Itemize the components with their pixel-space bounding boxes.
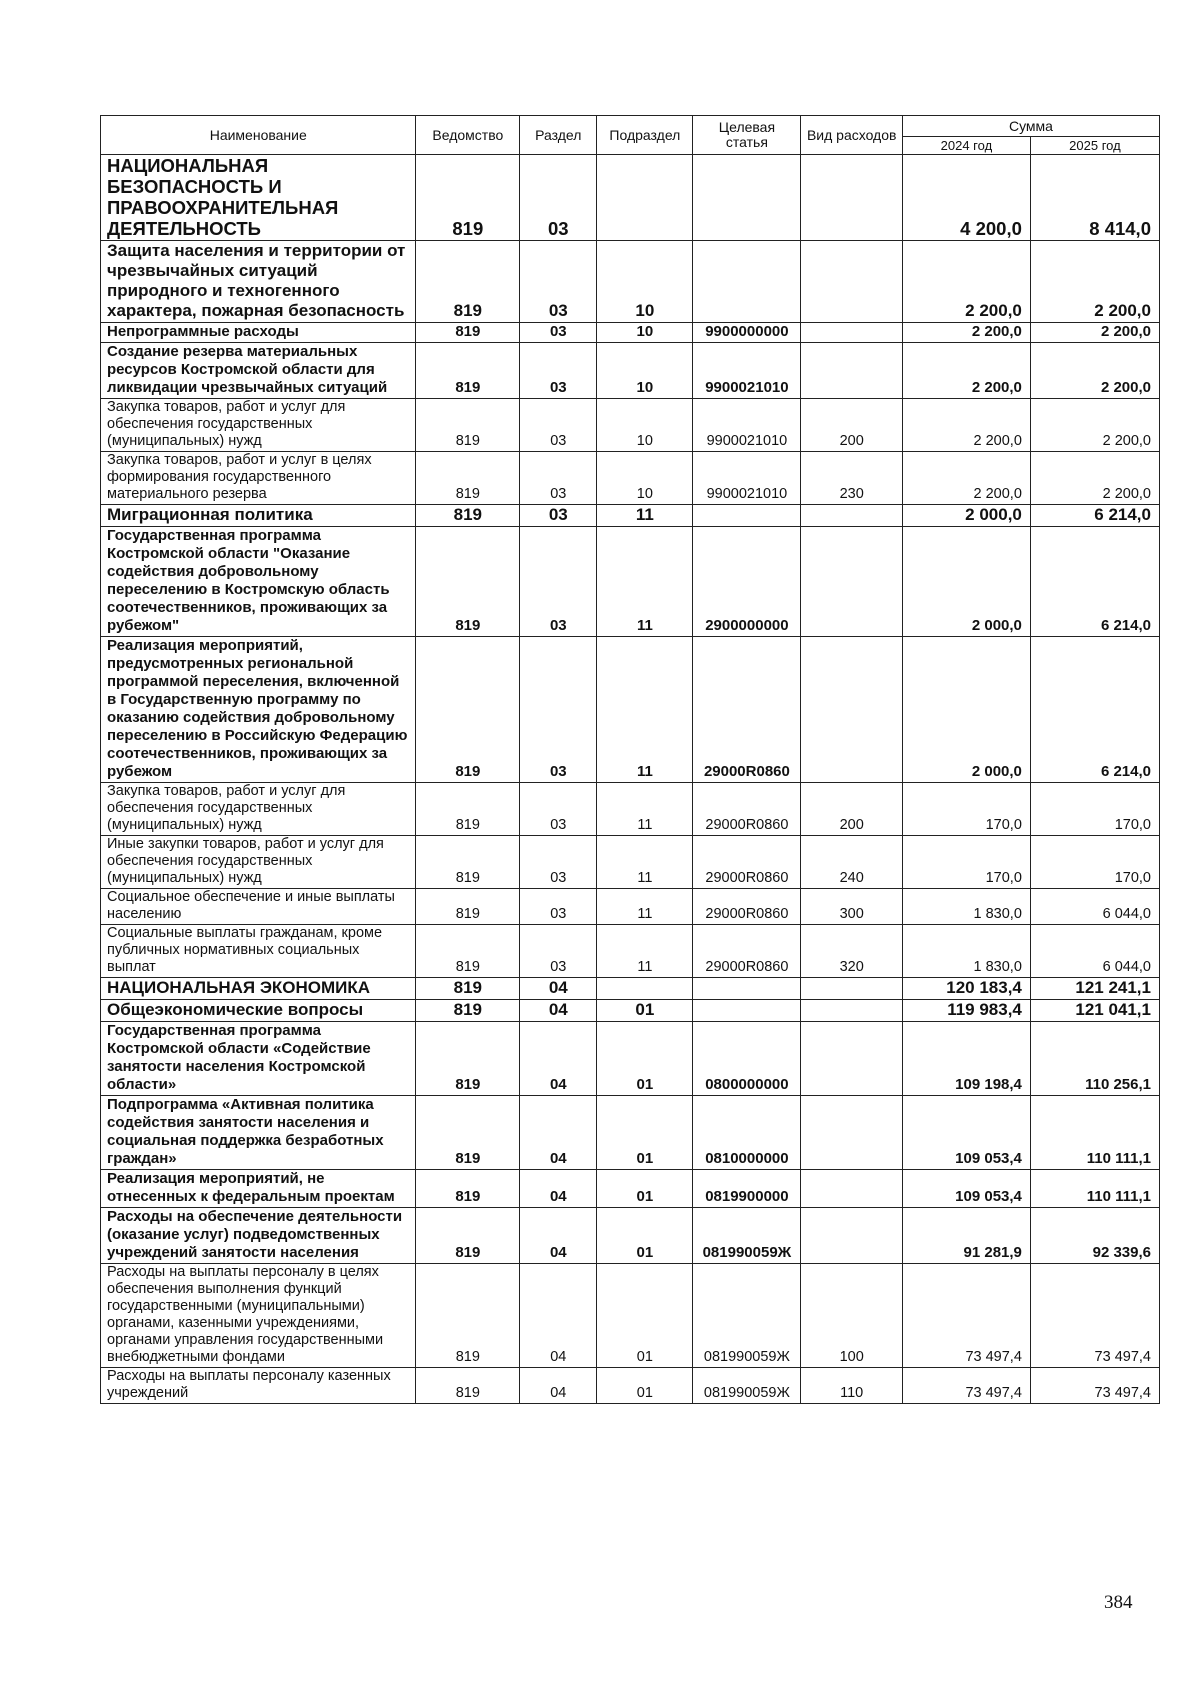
cell-subsection: 11 (597, 783, 693, 836)
cell-expense-type (801, 1208, 902, 1264)
header-subsection: Подраздел (597, 116, 693, 155)
cell-subsection: 11 (597, 889, 693, 925)
cell-expense-type (801, 1022, 902, 1096)
cell-subsection (597, 978, 693, 1000)
cell-expense-type (801, 527, 902, 637)
cell-amount-2025: 2 200,0 (1030, 343, 1159, 399)
cell-department: 819 (416, 783, 520, 836)
cell-amount-2025: 6 214,0 (1030, 505, 1159, 527)
cell-department: 819 (416, 836, 520, 889)
cell-subsection: 01 (597, 1096, 693, 1170)
cell-department: 819 (416, 1022, 520, 1096)
cell-subsection: 01 (597, 1264, 693, 1368)
table-row (101, 978, 1160, 1000)
cell-expense-type: 300 (801, 889, 902, 925)
header-expense-type: Вид расходов (801, 116, 902, 155)
cell-target-item: 9900021010 (693, 343, 801, 399)
cell-target-item: 29000R0860 (693, 925, 801, 978)
cell-name: Миграционная политика (101, 505, 416, 527)
cell-subsection (597, 155, 693, 241)
cell-target-item: 29000R0860 (693, 637, 801, 783)
cell-expense-type (801, 1096, 902, 1170)
cell-subsection: 11 (597, 836, 693, 889)
cell-subsection: 11 (597, 505, 693, 527)
cell-name: Закупка товаров, работ и услуг для обеспечения государственных (муниципальных) нужд (101, 399, 416, 452)
cell-amount-2025: 6 044,0 (1030, 889, 1159, 925)
cell-amount-2025: 8 414,0 (1030, 155, 1159, 241)
cell-subsection: 11 (597, 925, 693, 978)
cell-name: Закупка товаров, работ и услуг для обеспечения государственных (муниципальных) нужд (101, 783, 416, 836)
cell-expense-type: 240 (801, 836, 902, 889)
cell-name: Расходы на выплаты персоналу казенных учреждений (101, 1368, 416, 1404)
budget-table-sheet (100, 115, 1160, 1404)
cell-section: 03 (520, 836, 597, 889)
cell-department: 819 (416, 505, 520, 527)
cell-section: 04 (520, 1368, 597, 1404)
cell-name: Иные закупки товаров, работ и услуг для обеспечения государственных (муниципальных) нужд (101, 836, 416, 889)
cell-section: 03 (520, 323, 597, 343)
table-row (101, 452, 1160, 505)
cell-subsection: 01 (597, 1368, 693, 1404)
cell-target-item (693, 1000, 801, 1022)
table-row (101, 1170, 1160, 1208)
cell-expense-type: 200 (801, 783, 902, 836)
cell-expense-type: 230 (801, 452, 902, 505)
table-row (101, 1208, 1160, 1264)
cell-section: 03 (520, 527, 597, 637)
cell-amount-2024: 73 497,4 (902, 1264, 1030, 1368)
cell-department: 819 (416, 1264, 520, 1368)
cell-amount-2025: 2 200,0 (1030, 399, 1159, 452)
cell-target-item: 081990059Ж (693, 1208, 801, 1264)
table-row (101, 1096, 1160, 1170)
cell-amount-2024: 2 200,0 (902, 452, 1030, 505)
cell-department: 819 (416, 1000, 520, 1022)
cell-subsection: 01 (597, 1000, 693, 1022)
cell-amount-2024: 1 830,0 (902, 889, 1030, 925)
cell-department: 819 (416, 889, 520, 925)
cell-section: 04 (520, 1170, 597, 1208)
cell-amount-2024: 119 983,4 (902, 1000, 1030, 1022)
cell-department: 819 (416, 1208, 520, 1264)
cell-amount-2024: 73 497,4 (902, 1368, 1030, 1404)
cell-amount-2025: 6 214,0 (1030, 527, 1159, 637)
table-row (101, 399, 1160, 452)
cell-amount-2025: 2 200,0 (1030, 452, 1159, 505)
cell-department: 819 (416, 241, 520, 323)
cell-amount-2024: 109 053,4 (902, 1096, 1030, 1170)
table-row (101, 323, 1160, 343)
cell-amount-2024: 109 053,4 (902, 1170, 1030, 1208)
cell-target-item: 29000R0860 (693, 783, 801, 836)
cell-section: 03 (520, 783, 597, 836)
table-row (101, 889, 1160, 925)
cell-department: 819 (416, 323, 520, 343)
cell-subsection: 10 (597, 323, 693, 343)
cell-name: Создание резерва материальных ресурсов Костромской области для ликвидации чрезвычайных ситуаций (101, 343, 416, 399)
cell-expense-type: 110 (801, 1368, 902, 1404)
table-row (101, 836, 1160, 889)
table-row (101, 637, 1160, 783)
cell-amount-2025: 73 497,4 (1030, 1264, 1159, 1368)
cell-name: Реализация мероприятий, не отнесенных к федеральным проектам (101, 1170, 416, 1208)
cell-name: Реализация мероприятий, предусмотренных региональной программой переселения, включенной в Государственную программу по оказанию содействия добровольному переселению в Российскую Федерацию соотечественников, проживающих за рубежом (101, 637, 416, 783)
cell-expense-type: 320 (801, 925, 902, 978)
table-row (101, 1022, 1160, 1096)
cell-subsection: 01 (597, 1208, 693, 1264)
cell-amount-2024: 2 000,0 (902, 637, 1030, 783)
cell-department: 819 (416, 527, 520, 637)
cell-amount-2025: 110 111,1 (1030, 1096, 1159, 1170)
cell-target-item: 2900000000 (693, 527, 801, 637)
header-name: Наименование (101, 116, 416, 155)
cell-amount-2024: 170,0 (902, 836, 1030, 889)
cell-amount-2025: 6 214,0 (1030, 637, 1159, 783)
cell-expense-type (801, 1170, 902, 1208)
cell-target-item: 081990059Ж (693, 1368, 801, 1404)
cell-section: 04 (520, 1208, 597, 1264)
cell-target-item (693, 978, 801, 1000)
cell-section: 03 (520, 505, 597, 527)
table-row (101, 1264, 1160, 1368)
table-row (101, 1000, 1160, 1022)
cell-target-item: 9900021010 (693, 399, 801, 452)
cell-department: 819 (416, 1368, 520, 1404)
cell-amount-2024: 91 281,9 (902, 1208, 1030, 1264)
table-row (101, 925, 1160, 978)
table-row (101, 343, 1160, 399)
header-year-2025: 2025 год (1030, 137, 1159, 155)
cell-amount-2025: 6 044,0 (1030, 925, 1159, 978)
cell-amount-2024: 109 198,4 (902, 1022, 1030, 1096)
cell-subsection: 01 (597, 1022, 693, 1096)
cell-section: 03 (520, 241, 597, 323)
cell-name: Общеэкономические вопросы (101, 1000, 416, 1022)
cell-section: 03 (520, 452, 597, 505)
table-row (101, 783, 1160, 836)
cell-name: НАЦИОНАЛЬНАЯ БЕЗОПАСНОСТЬ И ПРАВООХРАНИТЕЛЬНАЯ ДЕЯТЕЛЬНОСТЬ (101, 155, 416, 241)
cell-section: 04 (520, 1264, 597, 1368)
cell-target-item (693, 155, 801, 241)
cell-department: 819 (416, 155, 520, 241)
cell-expense-type (801, 155, 902, 241)
cell-expense-type (801, 505, 902, 527)
cell-amount-2024: 170,0 (902, 783, 1030, 836)
header-year-2024: 2024 год (902, 137, 1030, 155)
cell-target-item (693, 505, 801, 527)
cell-target-item: 9900000000 (693, 323, 801, 343)
cell-amount-2024: 1 830,0 (902, 925, 1030, 978)
cell-expense-type (801, 343, 902, 399)
cell-amount-2024: 2 000,0 (902, 527, 1030, 637)
cell-department: 819 (416, 452, 520, 505)
cell-name: Социальные выплаты гражданам, кроме публичных нормативных социальных выплат (101, 925, 416, 978)
cell-name: НАЦИОНАЛЬНАЯ ЭКОНОМИКА (101, 978, 416, 1000)
page-number: 384 (1104, 1592, 1133, 1613)
cell-amount-2024: 2 000,0 (902, 505, 1030, 527)
table-row (101, 241, 1160, 323)
cell-department: 819 (416, 978, 520, 1000)
cell-amount-2024: 120 183,4 (902, 978, 1030, 1000)
cell-department: 819 (416, 1170, 520, 1208)
cell-expense-type: 100 (801, 1264, 902, 1368)
cell-subsection: 10 (597, 343, 693, 399)
cell-expense-type (801, 637, 902, 783)
cell-amount-2025: 170,0 (1030, 783, 1159, 836)
cell-amount-2024: 2 200,0 (902, 343, 1030, 399)
cell-name: Закупка товаров, работ и услуг в целях формирования государственного материального резерва (101, 452, 416, 505)
cell-subsection: 11 (597, 637, 693, 783)
cell-section: 03 (520, 637, 597, 783)
cell-amount-2025: 2 200,0 (1030, 323, 1159, 343)
cell-name: Защита населения и территории от чрезвычайных ситуаций природного и техногенного характера, пожарная безопасность (101, 241, 416, 323)
cell-department: 819 (416, 1096, 520, 1170)
cell-subsection: 10 (597, 241, 693, 323)
cell-section: 03 (520, 343, 597, 399)
header-sum: Сумма (902, 116, 1159, 137)
cell-name: Социальное обеспечение и иные выплаты населению (101, 889, 416, 925)
cell-expense-type: 200 (801, 399, 902, 452)
cell-amount-2024: 2 200,0 (902, 323, 1030, 343)
cell-department: 819 (416, 925, 520, 978)
cell-target-item: 081990059Ж (693, 1264, 801, 1368)
cell-amount-2025: 170,0 (1030, 836, 1159, 889)
cell-target-item: 0800000000 (693, 1022, 801, 1096)
cell-name: Государственная программа Костромской области "Оказание содействия добровольному переселению в Костромскую область соотечественников, проживающих за рубежом" (101, 527, 416, 637)
cell-target-item: 29000R0860 (693, 889, 801, 925)
cell-target-item: 0819900000 (693, 1170, 801, 1208)
cell-expense-type (801, 978, 902, 1000)
header-target-item: Целевая статья (693, 116, 801, 155)
cell-amount-2024: 2 200,0 (902, 399, 1030, 452)
cell-section: 04 (520, 1022, 597, 1096)
cell-subsection: 10 (597, 399, 693, 452)
cell-name: Расходы на выплаты персоналу в целях обеспечения выполнения функций государственными (муниципальными) органами, казенными учреждениями, органами управления государственными внебюджетными фондами (101, 1264, 416, 1368)
budget-table (100, 115, 1160, 1404)
cell-department: 819 (416, 343, 520, 399)
header-department: Ведомство (416, 116, 520, 155)
cell-section: 04 (520, 1096, 597, 1170)
cell-section: 04 (520, 978, 597, 1000)
cell-name: Непрограммные расходы (101, 323, 416, 343)
cell-expense-type (801, 241, 902, 323)
cell-amount-2025: 110 256,1 (1030, 1022, 1159, 1096)
cell-subsection: 11 (597, 527, 693, 637)
table-row (101, 1368, 1160, 1404)
cell-name: Подпрограмма «Активная политика содействия занятости населения и социальная поддержка безработных граждан» (101, 1096, 416, 1170)
cell-subsection: 01 (597, 1170, 693, 1208)
cell-department: 819 (416, 637, 520, 783)
cell-section: 03 (520, 889, 597, 925)
table-row (101, 155, 1160, 241)
cell-subsection: 10 (597, 452, 693, 505)
cell-amount-2024: 2 200,0 (902, 241, 1030, 323)
cell-target-item: 29000R0860 (693, 836, 801, 889)
cell-department: 819 (416, 399, 520, 452)
cell-amount-2025: 92 339,6 (1030, 1208, 1159, 1264)
cell-amount-2025: 121 041,1 (1030, 1000, 1159, 1022)
cell-section: 03 (520, 925, 597, 978)
table-body (101, 155, 1160, 1404)
cell-amount-2025: 2 200,0 (1030, 241, 1159, 323)
cell-expense-type (801, 1000, 902, 1022)
cell-amount-2025: 73 497,4 (1030, 1368, 1159, 1404)
cell-expense-type (801, 323, 902, 343)
cell-target-item: 0810000000 (693, 1096, 801, 1170)
cell-name: Расходы на обеспечение деятельности (оказание услуг) подведомственных учреждений занятости населения (101, 1208, 416, 1264)
cell-amount-2024: 4 200,0 (902, 155, 1030, 241)
header-section: Раздел (520, 116, 597, 155)
cell-name: Государственная программа Костромской области «Содействие занятости населения Костромской области» (101, 1022, 416, 1096)
cell-section: 03 (520, 399, 597, 452)
cell-amount-2025: 121 241,1 (1030, 978, 1159, 1000)
table-row (101, 527, 1160, 637)
table-row (101, 505, 1160, 527)
cell-section: 04 (520, 1000, 597, 1022)
cell-amount-2025: 110 111,1 (1030, 1170, 1159, 1208)
cell-section: 03 (520, 155, 597, 241)
cell-target-item (693, 241, 801, 323)
cell-target-item: 9900021010 (693, 452, 801, 505)
